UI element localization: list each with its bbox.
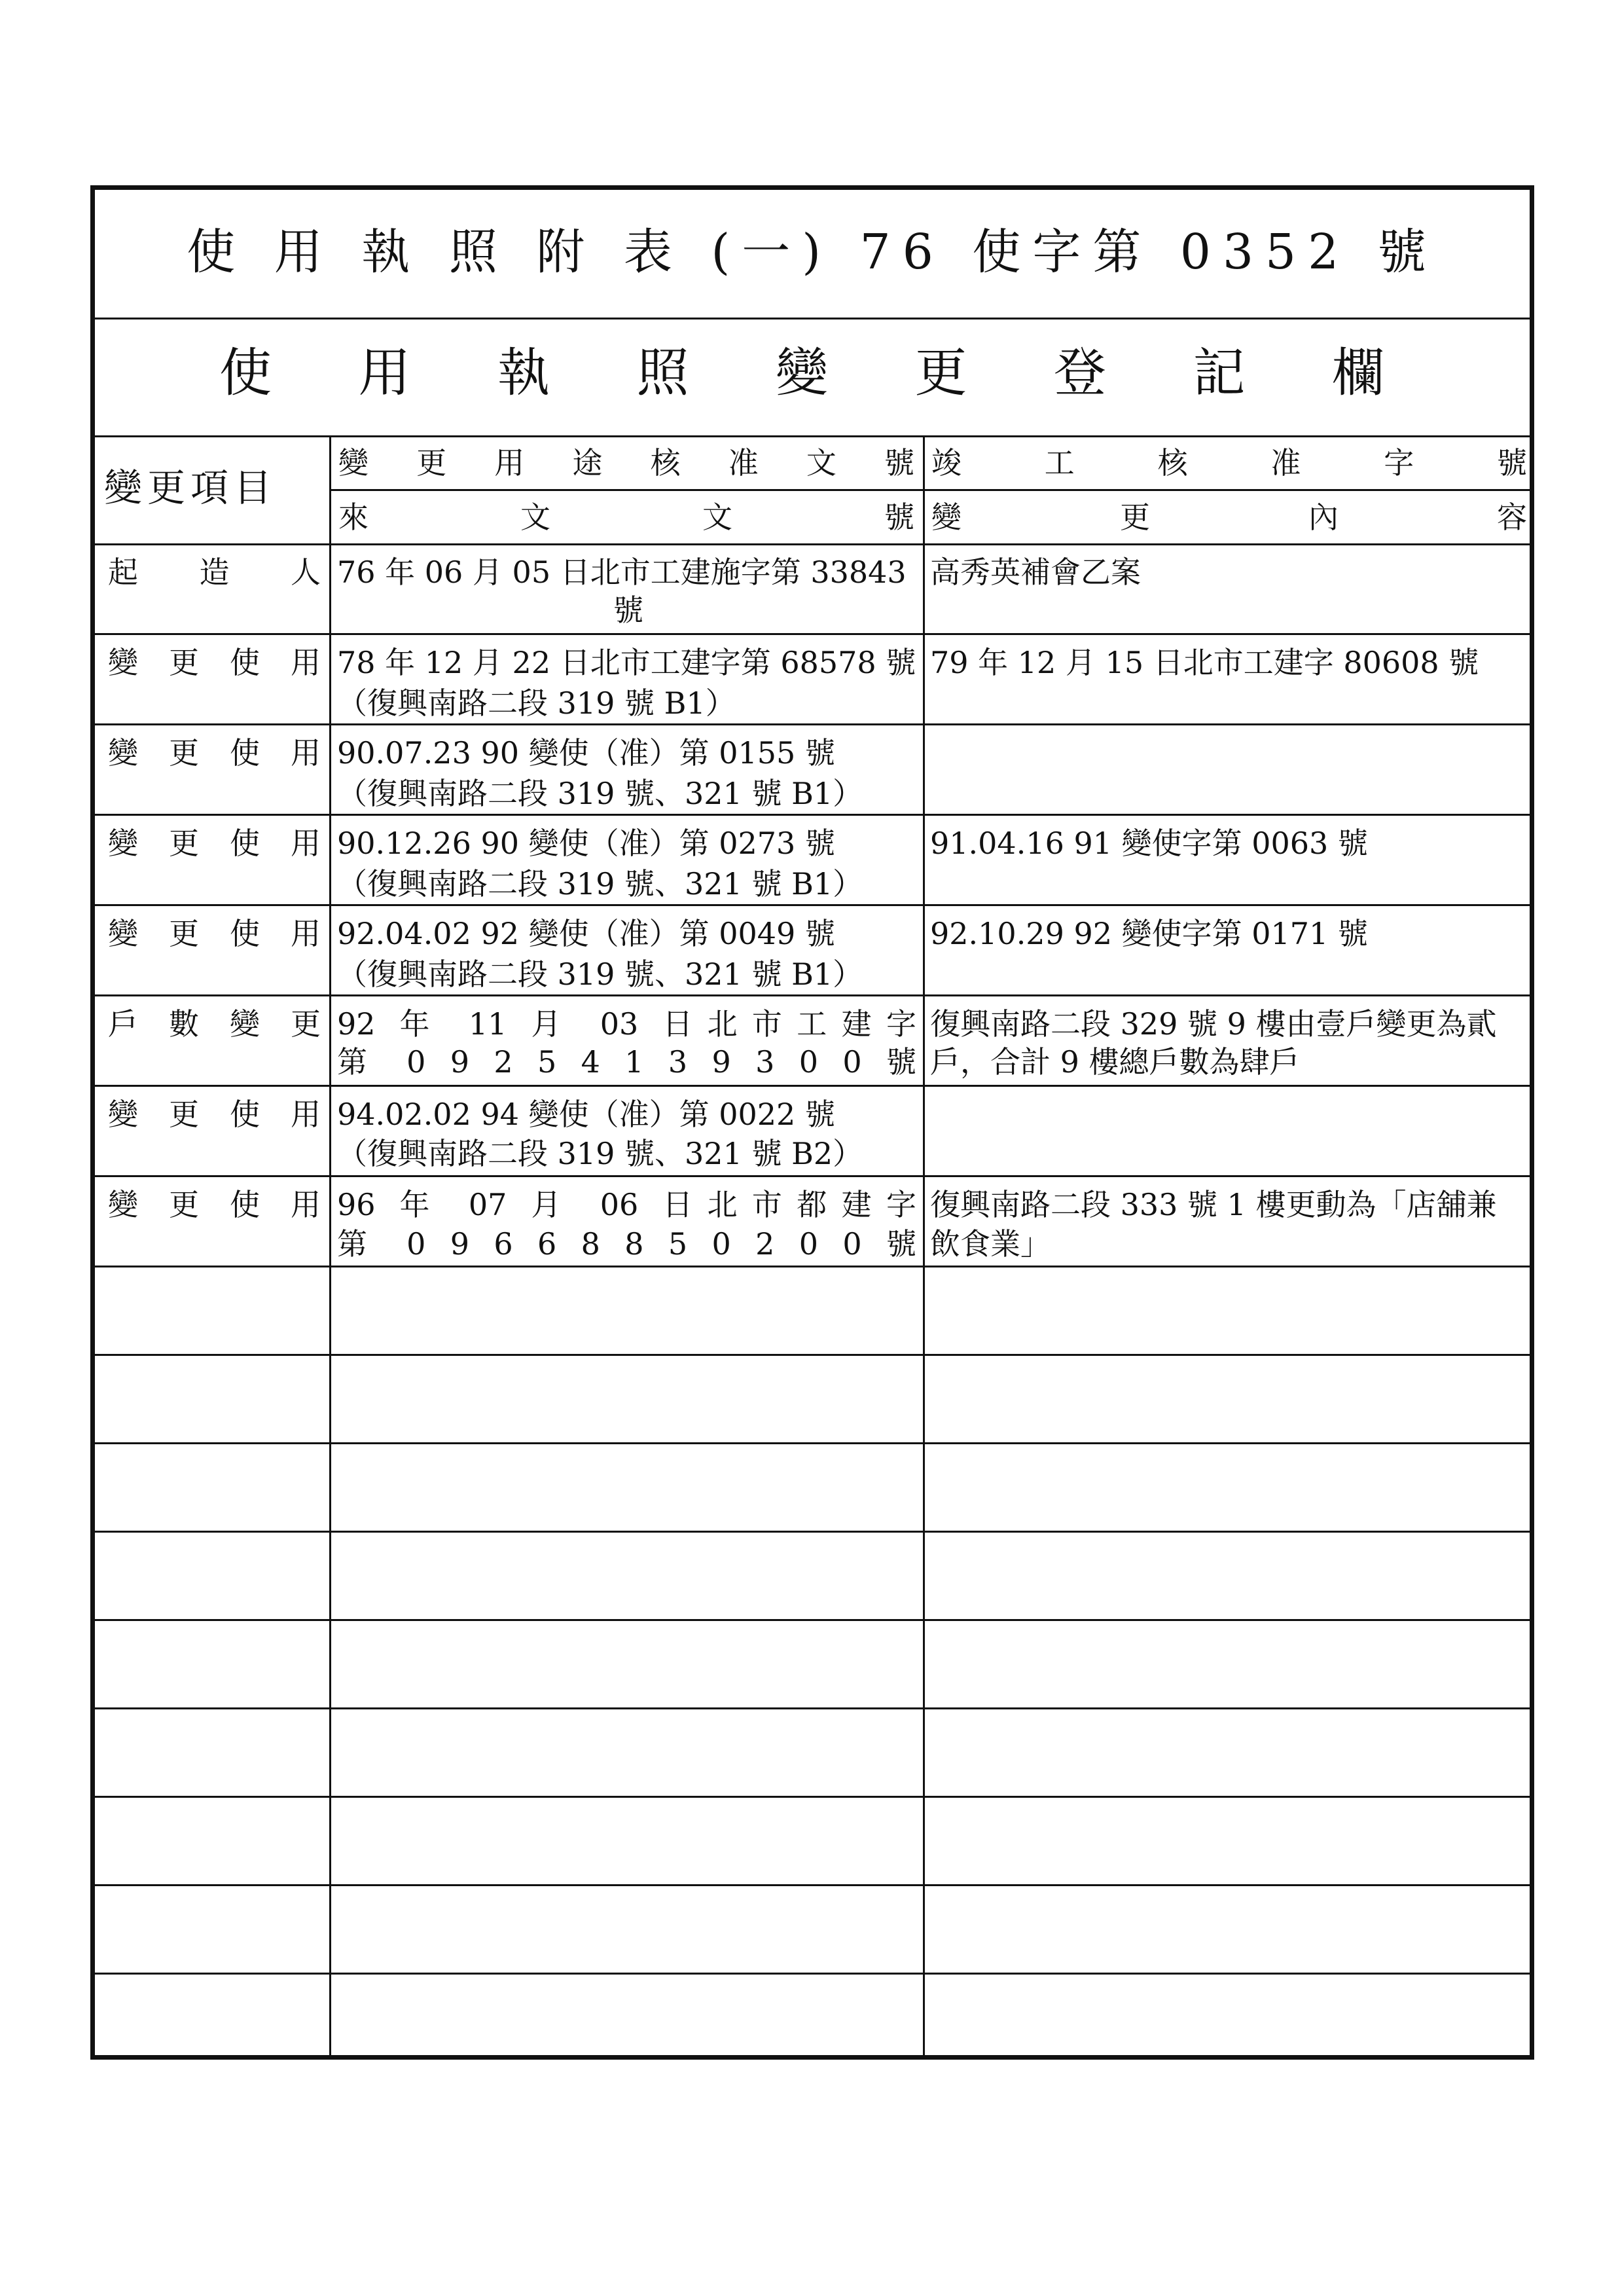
row-approval-doc: 92.04.02 92 變使（准）第 0049 號 — [337, 916, 835, 951]
row-approval-doc: 90.07.23 90 變使（准）第 0155 號 — [337, 735, 835, 771]
row-divider — [95, 1531, 1530, 1533]
column-divider — [923, 435, 925, 2060]
row-approval-doc: 96 年 07 月 06 日北市都建字 — [337, 1187, 916, 1222]
row-approval-doc: 78 年 12 月 22 日北市工建字第 68578 號 — [337, 645, 916, 680]
row-divider — [95, 1796, 1530, 1798]
document-title: 使 用 執 照 附 表 (一) 76 使字第 0352 號 — [187, 224, 1438, 280]
row-content-cont: 戶，合計 9 樓總戶數為肆戶 — [930, 1044, 1300, 1080]
row-approval-doc-cont: （復興南路二段 319 號、321 號 B1） — [337, 957, 863, 992]
row-divider — [95, 723, 1530, 725]
row-approval-doc: 90.12.26 90 變使（准）第 0273 號 — [337, 826, 835, 861]
row-divider — [95, 1707, 1530, 1709]
row-content: 92.10.29 92 變使字第 0171 號 — [930, 916, 1368, 951]
row-divider — [95, 814, 1530, 816]
row-approval-doc-cont: （復興南路二段 319 號、321 號 B1） — [337, 866, 863, 902]
section-title: 使用執照變更登記欄 — [219, 342, 1384, 403]
row-content: 復興南路二段 329 號 9 樓由壹戶變更為貳 — [930, 1006, 1497, 1042]
row-item: 變更使用 — [108, 826, 321, 861]
row-item: 變更使用 — [108, 1187, 321, 1222]
header-approval-doc: 變更用途核准文號 — [338, 445, 914, 481]
row-content-cont: 飲食業」 — [930, 1226, 1051, 1262]
row-content: 91.04.16 91 變使字第 0063 號 — [930, 826, 1368, 861]
row-divider — [95, 1619, 1530, 1621]
row-approval-doc-cont: 第 0 9 2 5 4 1 3 9 3 0 0 號 — [337, 1044, 916, 1080]
row-divider — [95, 904, 1530, 906]
row-divider — [95, 1354, 1530, 1356]
row-approval-doc: 76 年 06 月 05 日北市工建施字第 33843 — [337, 555, 907, 590]
column-divider — [329, 435, 331, 2060]
row-approval-doc-cont: （復興南路二段 319 號、321 號 B1） — [337, 776, 863, 811]
row-approval-doc-cont: 第 0 9 6 6 8 8 5 0 2 0 0 號 — [337, 1226, 916, 1262]
header-incoming-doc: 來文文號 — [338, 500, 914, 535]
row-divider — [95, 633, 1530, 635]
row-item: 變更使用 — [108, 735, 321, 771]
row-divider — [95, 1175, 1530, 1177]
row-content: 復興南路二段 333 號 1 樓更動為「店舖兼 — [930, 1187, 1497, 1222]
row-divider — [95, 1266, 1530, 1267]
row-approval-doc-cont: （復興南路二段 319 號 B1） — [337, 685, 736, 721]
permit-table-frame — [90, 185, 1534, 2060]
row-approval-doc: 92 年 11 月 03 日北市工建字 — [337, 1006, 916, 1042]
row-item: 戶數變更 — [108, 1006, 321, 1042]
divider — [95, 543, 1530, 545]
row-divider — [95, 1085, 1530, 1087]
row-divider — [95, 1884, 1530, 1886]
divider — [95, 318, 1530, 319]
row-item: 變更使用 — [108, 1097, 321, 1132]
row-approval-doc-cont: （復興南路二段 319 號、321 號 B2） — [337, 1136, 863, 1171]
divider — [95, 435, 1530, 437]
divider — [331, 489, 1530, 491]
header-completion-no: 竣工核准字號 — [931, 445, 1527, 481]
header-item: 變更項目 — [104, 465, 278, 510]
row-content: 高秀英補會乙案 — [930, 555, 1141, 590]
row-item: 起造人 — [108, 555, 321, 590]
row-item: 變更使用 — [108, 645, 321, 680]
row-divider — [95, 994, 1530, 996]
row-approval-doc: 94.02.02 94 變使（准）第 0022 號 — [337, 1097, 835, 1132]
row-item: 變更使用 — [108, 916, 321, 951]
row-approval-doc-cont: 號 — [613, 592, 643, 628]
header-change-content: 變更內容 — [931, 500, 1527, 535]
row-divider — [95, 1973, 1530, 1975]
row-content: 79 年 12 月 15 日北市工建字 80608 號 — [930, 645, 1479, 680]
row-divider — [95, 1442, 1530, 1444]
